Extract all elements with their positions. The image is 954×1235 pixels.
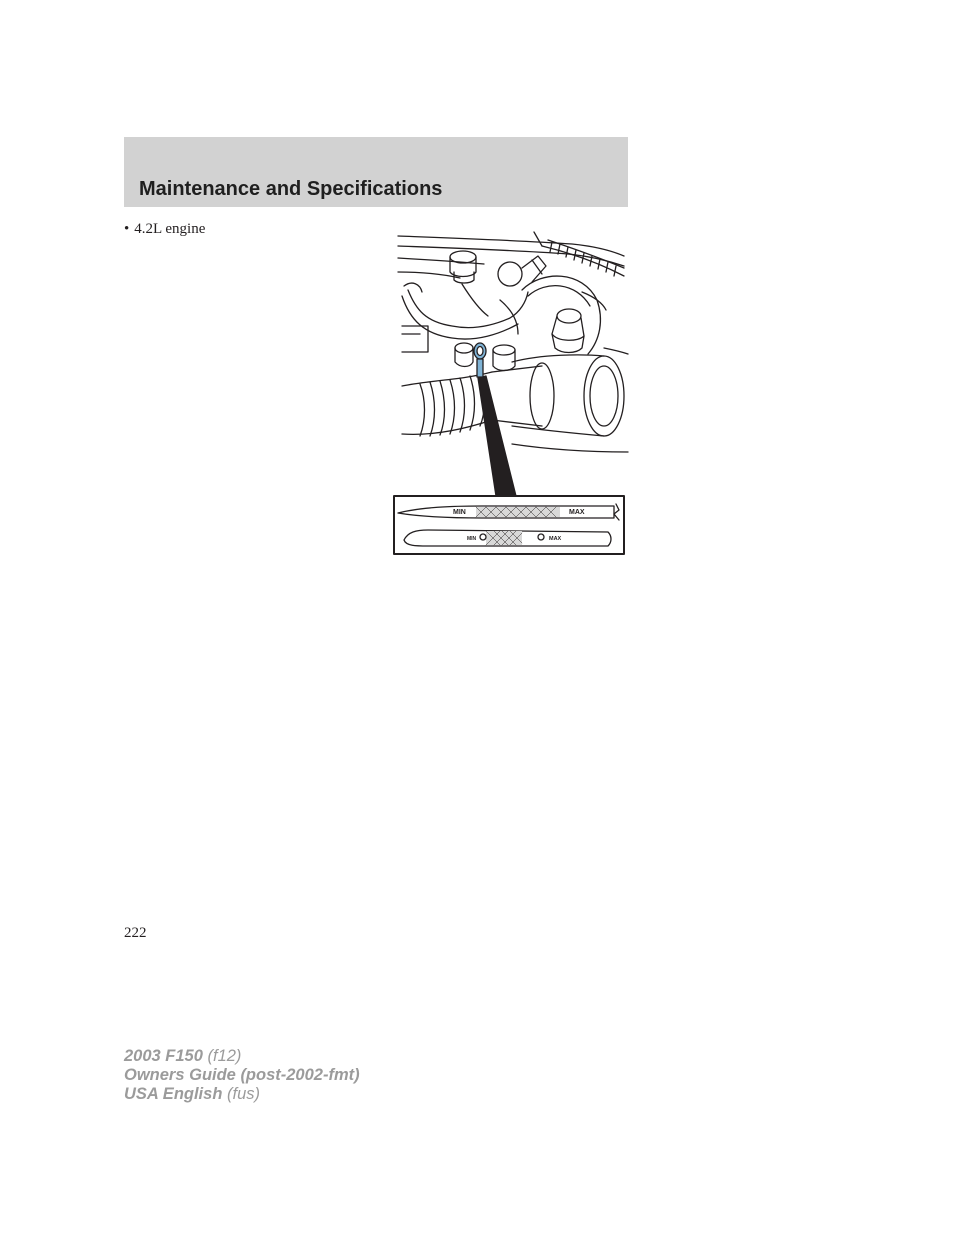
dipstick-lower-max-label: MAX [549,536,562,542]
bullet-symbol: • [124,221,130,237]
dipstick-upper-min-label: MIN [453,509,466,516]
dipstick-lower-min-label: MIN [467,536,477,542]
page-number: 222 [124,925,147,941]
footer-guide: Owners Guide (post-2002-fmt) [124,1066,360,1084]
footer-line-1 [124,1047,360,1066]
footer-line-2 [124,1066,360,1085]
dipstick-handle-highlight [474,343,486,377]
dipstick-upper-max-label: MAX [569,509,585,516]
footer-model-code: (f12) [207,1047,242,1065]
footer-line-3 [124,1085,360,1104]
footer-language: USA English [124,1085,223,1103]
engine-dipstick-illustration [392,230,632,556]
section-header-band [124,137,628,207]
bullet-item [124,221,205,238]
bullet-text: 4.2L engine [134,221,206,237]
section-title: Maintenance and Specifications [139,178,443,200]
footer-language-code: (fus) [227,1085,260,1103]
engine-linework [398,232,628,452]
dipstick-detail-frame [394,496,624,554]
footer-model: 2003 F150 [124,1047,203,1065]
callout-wedge [478,376,516,496]
document-footer [124,1047,360,1104]
